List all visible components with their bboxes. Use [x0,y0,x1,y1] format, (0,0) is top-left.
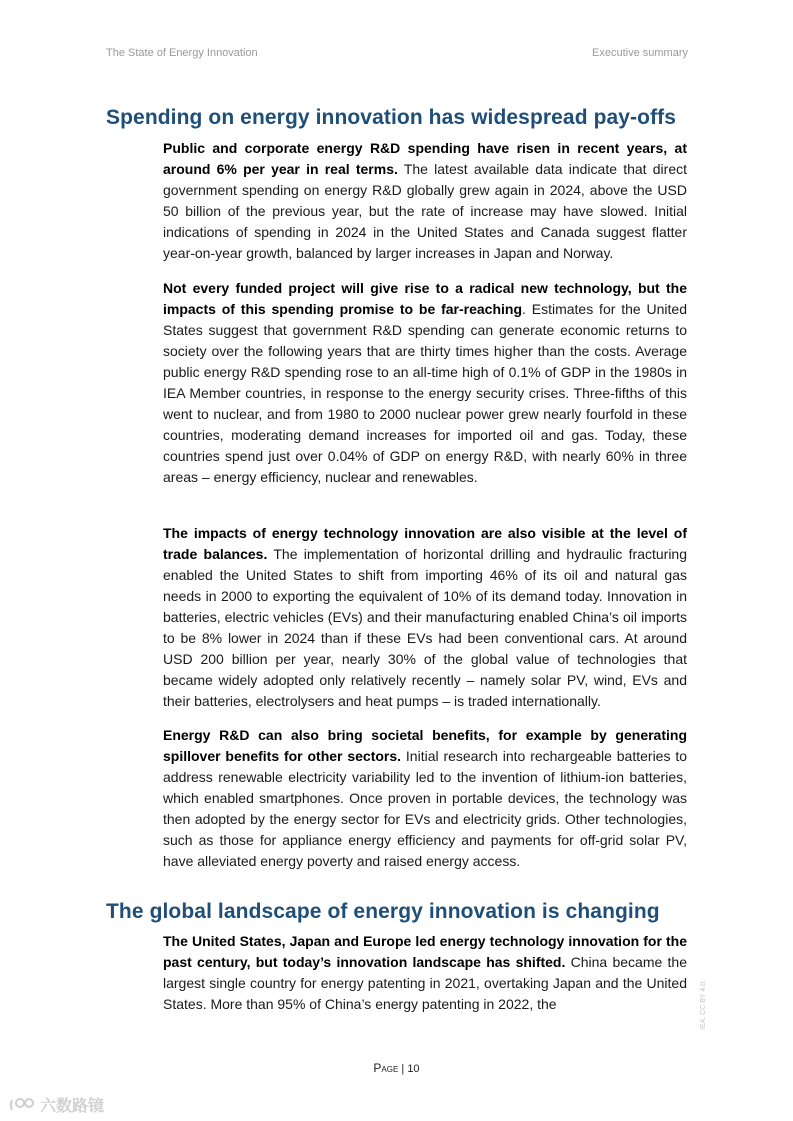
section-heading-landscape: The global landscape of energy innovation is changing [106,900,660,923]
lead-sentence: Energy R&D can also bring societal benefits, for example by generating spillover benefits for other sectors. [163,727,687,764]
page-number: 10 [407,1063,420,1075]
paragraph-impacts [163,278,687,488]
paragraph-body: China became the largest single country for energy patenting in 2021, overtaking Japan and the United States. More than 95% of China’s energy patenting in 2022, the [163,954,687,1012]
page-label: Page [373,1061,399,1075]
license-note: IEA. CC BY 4.0. [700,979,707,1030]
paragraph-body: . Estimates for the United States suggest that government R&D spending can generate economic returns to society over the following years that are thirty times higher than the costs. Average public energy R&D spending rose to an all-time high of 0.1% of GDP in the 1980s in IEA Member countries, in response to the energy security crises. Three-fifths of this went to nuclear, and from 1980 to 2000 nuclear power grew nearly fourfold in these countries, moderating demand increases for imported oil and gas. Today, these countries spend just over 0.04% of GDP on energy R&D, with nearly 60% in three areas – energy efficiency, nuclear and renewables. [163,301,687,485]
paragraph-landscape-shift [163,931,687,1015]
paragraph-body: Initial research into rechargeable batteries to address renewable electricity variability led to the invention of lithium-ion batteries, which enabled smartphones. Once proven in portable devices, the technology was then adopted by the energy sector for EVs and electricity grids. Other technologies, such as those for appliance energy efficiency and payments for off-grid solar PV, have alleviated energy poverty and raised energy access. [163,748,687,869]
page-footer [0,1061,793,1075]
lead-sentence: Not every funded project will give rise to a radical new technology, but the impacts of this spending promise to be far-reaching [163,280,687,317]
header-report-title: The State of Energy Innovation [106,47,258,59]
lead-sentence: Public and corporate energy R&D spending have risen in recent years, at around 6% per year in real terms. [163,140,687,177]
paragraph-body: The implementation of horizontal drilling and hydraulic fracturing enabled the United States to shift from importing 46% of its oil and natural gas needs in 2000 to exporting the equivalent of 10% of its demand today. Innovation in batteries, electric vehicles (EVs) and their manufacturing enabled China’s oil imports to be 8% lower in 2024 than if these EVs had been conventional cars. At around USD 200 billion per year, nearly 30% of the global value of technologies that became widely adopted only relatively recently – namely solar PV, wind, EVs and their batteries, electrolysers and heat pumps – is traded internationally. [163,546,688,709]
paragraph-body: The latest available data indicate that direct government spending on energy R&D globally grew again in 2024, above the USD 50 billion of the previous year, but the rate of increase may have slowed. Initial indications of spending in 2024 in the United States and Canada suggest flatter year-on-year growth, balanced by larger increases in Japan and Norway. [163,161,687,261]
page-separator: | [398,1063,408,1075]
section-heading-spending: Spending on energy innovation has widespread pay-offs [106,106,677,129]
paragraph-rd-spending [163,138,687,264]
lead-sentence: The United States, Japan and Europe led energy technology innovation for the past century, but today’s innovation landscape has shifted. [163,933,687,970]
paragraph-societal-benefits [163,725,687,872]
lead-sentence: The impacts of energy technology innovation are also visible at the level of trade balances. [163,525,687,562]
paragraph-trade-balances [163,523,687,712]
watermark [8,1093,104,1116]
header-chapter-title: Executive summary [592,47,688,59]
watermark-text: 六数路镜 [40,1098,105,1115]
watermark-logo-icon [8,1096,36,1114]
